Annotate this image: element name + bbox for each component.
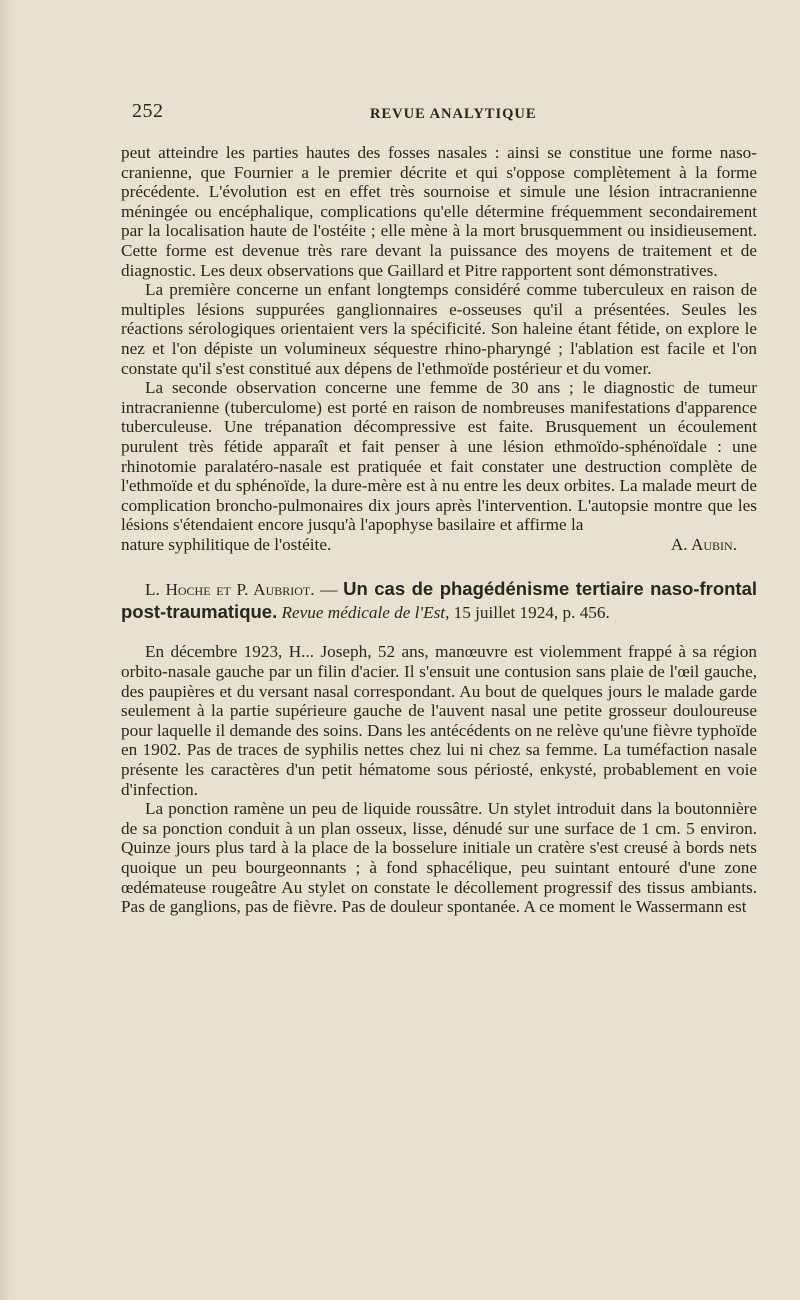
paragraph-last-line: nature syphilitique de l'ostéite. [121, 534, 332, 554]
article-title: Un cas de phagédénisme tertiaire naso-frontal post-traumatique. [121, 578, 758, 623]
journal-name: Revue médicale de l'Est, [281, 603, 450, 623]
citation-details: 15 juillet 1924, p. 456. [453, 603, 610, 623]
paragraph-first-observation: La première concerne un enfant longtemps considéré comme tuberculeux en raison de multiples lésions suppurées ganglionnaires e-osseuses qu'il a présentées. Seules les réactions sérologiques orientaient vers la spécificité. Son haleine étant fétide, on explore le nez et l'on dépiste un volumineux séquestre rhino-pharyngé ; l'ablation est facile et l'on constate qu'il s'est constitué aux dépens de l'ethmoïde postérieur et du vomer. [121, 280, 757, 378]
page-number: 252 [132, 100, 164, 122]
running-head: REVUE ANALYTIQUE [370, 106, 537, 122]
article-heading [121, 578, 757, 624]
paragraph-second-observation: La seconde observation concerne une femme de 30 ans ; le diagnostic de tumeur intracranienne (tuberculome) est porté en raison de nombreuses manifestations d'apparence tuberculeuse. Une trépanation décompressive est faite. Brusquement un écoulement purulent très fétide apparaît et fait penser à une lésion ethmoïdo-sphénoïdale : une rhinotomie paralatéro-nasale est pratiquée et fait constater une destruction complète de l'ethmoïde et du sphénoïde, la dure-mère est à nu entre les deux orbites. La malade meurt de complication broncho-pulmonaires dix jours après l'intervention. L'autopsie montre que les lésions s'étendaient encore jusqu'à l'apophyse basilaire et affirme la [121, 378, 757, 535]
paragraph-continued: peut atteindre les parties hautes des fosses nasales : ainsi se constitue une forme naso-cranienne, que Fournier a le premier décrite et qui s'oppose complètement à la forme précédente. L'évolution est en effet très sournoise et simule une lésion intracranienne méningée ou encéphalique, complications qu'elle détermine fréquemment secondairement par la localisation haute de l'ostéite ; elle mène à la mort brusquemment ou insidieusement. Cette forme est devenue très rare devant la puissance des moyens de traitement et de diagnostic. Les deux observations que Gaillard et Pitre rapportent sont démonstratives. [121, 143, 757, 280]
signature-line [121, 535, 757, 555]
page-body [121, 143, 757, 917]
paragraph-puncture: La ponction ramène un peu de liquide roussâtre. Un stylet introduit dans la boutonnière de sa ponction conduit à un plan osseux, lisse, dénudé sur une surface de 1 cm. 5 environ. Quinze jours plus tard à la place de la bosselure initiale un cratère s'est creusé à bords nets quoique un peu bourgeonnants ; à fond sphacélique, peu suintant entouré d'une zone œdémateuse rougeâtre Au stylet on constate le décollement progressif des tissus ambiants. Pas de ganglions, pas de fièvre. Pas de douleur spontanée. A ce moment le Wassermann est [121, 799, 757, 917]
author-signature: A. Aubin. [670, 534, 737, 554]
page-edge-shadow [0, 0, 14, 1300]
page-header [120, 100, 760, 130]
article-authors: L. Hoche et P. Aubriot. — [145, 580, 338, 600]
paragraph-case: En décembre 1923, H... Joseph, 52 ans, manœuvre est violemment frappé à sa région orbito-nasale gauche par un filin d'acier. Il s'ensuit une contusion sans plaie de l'œil gauche, des paupières et du versant nasal correspondant. Au bout de quelques jours le malade garde seulement à la partie supérieure gauche de l'auvent nasal une petite grosseur douloureuse pour laquelle il demande des soins. Dans les antécédents on ne relève qu'une fièvre typhoïde en 1902. Pas de traces de syphilis nettes chez lui ni chez sa femme. La tuméfaction nasale présente les caractères d'un petit hématome sous périosté, enkysté, probablement en voie d'infection. [121, 642, 757, 799]
